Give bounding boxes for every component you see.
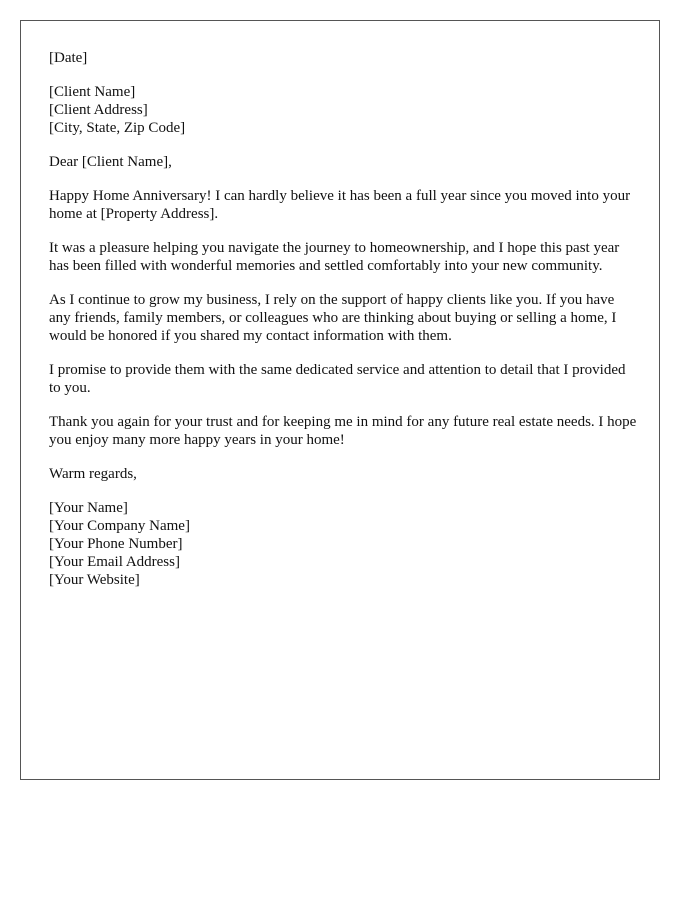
- closing: Warm regards,: [49, 466, 137, 482]
- recipient-name: [Client Name]: [49, 84, 136, 100]
- signature-name: [Your Name]: [49, 500, 128, 516]
- date-block: [49, 49, 639, 67]
- paragraph-homeownership: It was a pleasure helping you navigate the journey to homeownership, and I hope this past year has been filled with wonderful memories and settled comfortably into your new community.: [49, 240, 620, 274]
- letter-body: [49, 49, 639, 605]
- letter-page: [20, 20, 660, 780]
- salutation: Dear [Client Name],: [49, 154, 172, 170]
- paragraph-service-promise: I promise to provide them with the same dedicated service and attention to detail that I provided to you.: [49, 362, 626, 396]
- paragraph-referral-request: As I continue to grow my business, I rely on the support of happy clients like you. If you have any friends, family members, or colleagues who are thinking about buying or selling a home, I would be honored if you shared my contact information with them.: [49, 292, 617, 344]
- closing-block: [49, 465, 639, 483]
- paragraph-thank-you: Thank you again for your trust and for keeping me in mind for any future real estate needs. I hope you enjoy many more happy years in your home!: [49, 414, 637, 448]
- salutation-block: [49, 153, 639, 171]
- recipient-address: [Client Address]: [49, 102, 148, 118]
- recipient-city-state-zip: [City, State, Zip Code]: [49, 120, 186, 136]
- paragraph-anniversary: Happy Home Anniversary! I can hardly believe it has been a full year since you moved into your home at [Property Address].: [49, 188, 631, 222]
- signature-block: [49, 499, 639, 589]
- signature-company: [Your Company Name]: [49, 518, 190, 534]
- signature-email: [Your Email Address]: [49, 554, 180, 570]
- signature-phone: [Your Phone Number]: [49, 536, 183, 552]
- letter-date: [Date]: [49, 50, 88, 66]
- recipient-block: [49, 83, 639, 137]
- signature-website: [Your Website]: [49, 572, 140, 588]
